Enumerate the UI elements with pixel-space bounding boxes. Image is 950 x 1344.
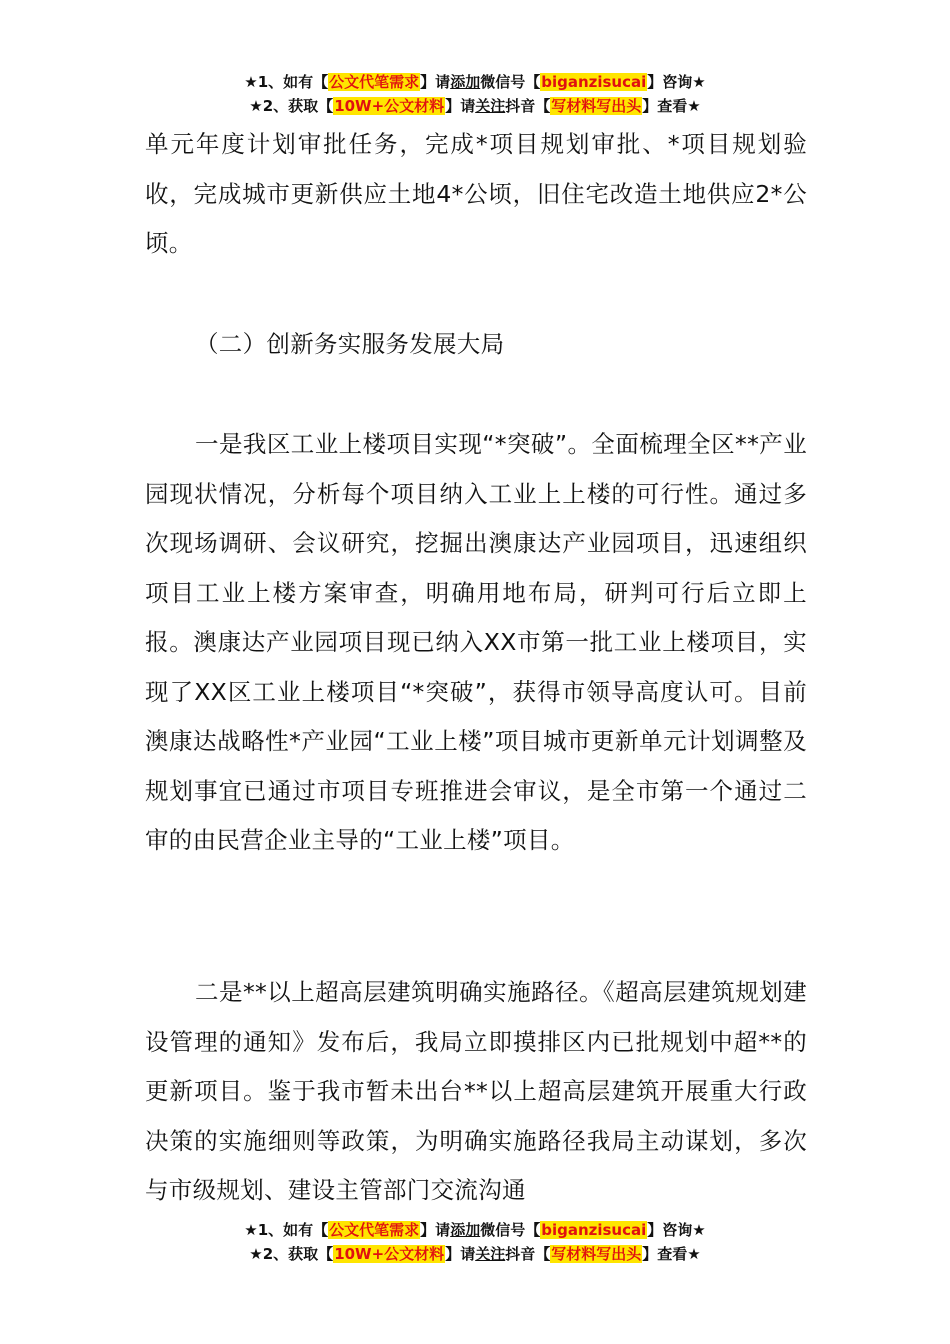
promo-highlight: biganzisucai [541, 1221, 647, 1239]
promo-line-2 [0, 94, 950, 118]
promo-highlight: 公文代笔需求 [329, 1221, 420, 1239]
promo-line-1 [0, 1218, 950, 1242]
promo-text: 】请 [420, 1221, 451, 1239]
promo-text: 抖音【 [505, 97, 551, 115]
promo-text: 微信号【 [480, 73, 541, 91]
promo-text: 】咨询★ [647, 73, 706, 91]
paragraph-text: 单元年度计划审批任务，完成*项目规划审批、*项目规划验收，完成城市更新供应土地4*公顷，旧住宅改造土地供应2*公顷。 [145, 130, 807, 257]
paragraph-text: 一是我区工业上楼项目实现“*突破”。全面梳理全区**产业园现状情况，分析每个项目纳入工业上上楼的可行性。通过多次现场调研、会议研究，挖掘出澳康达产业园项目，迅速组织项目工业上楼方案审查，明确用地布局，研判可行后立即上报。澳康达产业园项目现已纳入XX市第一批工业上楼项目，实现了XX区工业上楼项目“*突破”，获得市领导高度认可。目前澳康达战略性*产业园“工业上楼”项目城市更新单元计划调整及规划事宜已通过市项目专班推进会审议，是全市第一个通过二审的由民营企业主导的“工业上楼”项目。 [145, 430, 807, 854]
promo-text: 】请 [420, 73, 451, 91]
promo-text: 】请 [445, 1245, 476, 1263]
promo-text: 】咨询★ [647, 1221, 706, 1239]
promo-underlined: 关注 [475, 1245, 506, 1263]
paragraph-high-rise [145, 968, 807, 1216]
promo-highlight: 10W+公文材料 [334, 1245, 445, 1263]
promo-highlight: 写材料写出头 [551, 97, 642, 115]
paragraph-continued [145, 120, 807, 269]
promo-line-2 [0, 1242, 950, 1266]
paragraph-text: 二是**以上超高层建筑明确实施路径。《超高层建筑规划建设管理的通知》发布后，我局立即摸排区内已批规划中超**的更新项目。鉴于我市暂未出台**以上超高层建筑开展重大行政决策的实施细则等政策，为明确实施路径我局主动谋划，多次与市级规划、建设主管部门交流沟通 [145, 978, 807, 1204]
promo-text: ★2、获取【 [249, 97, 334, 115]
promo-underlined: 添加 [450, 73, 481, 91]
promo-line-1 [0, 70, 950, 94]
promo-highlight: biganzisucai [541, 73, 647, 91]
promo-text: 】请 [445, 97, 476, 115]
promo-text: 】查看★ [642, 1245, 701, 1263]
promo-text: 微信号【 [480, 1221, 541, 1239]
promo-text: 】查看★ [642, 97, 701, 115]
promo-underlined: 添加 [450, 1221, 481, 1239]
section-heading [195, 320, 857, 370]
promo-text: ★1、如有【 [244, 1221, 329, 1239]
heading-text: （二）创新务实服务发展大局 [195, 330, 505, 358]
promo-highlight: 写材料写出头 [551, 1245, 642, 1263]
paragraph-industrial-project [145, 420, 807, 866]
promo-text: ★2、获取【 [249, 1245, 334, 1263]
promo-banner-top [0, 70, 950, 118]
promo-underlined: 关注 [475, 97, 506, 115]
promo-banner-bottom [0, 1218, 950, 1266]
promo-highlight: 公文代笔需求 [329, 73, 420, 91]
promo-text: 抖音【 [505, 1245, 551, 1263]
promo-highlight: 10W+公文材料 [334, 97, 445, 115]
promo-text: ★1、如有【 [244, 73, 329, 91]
